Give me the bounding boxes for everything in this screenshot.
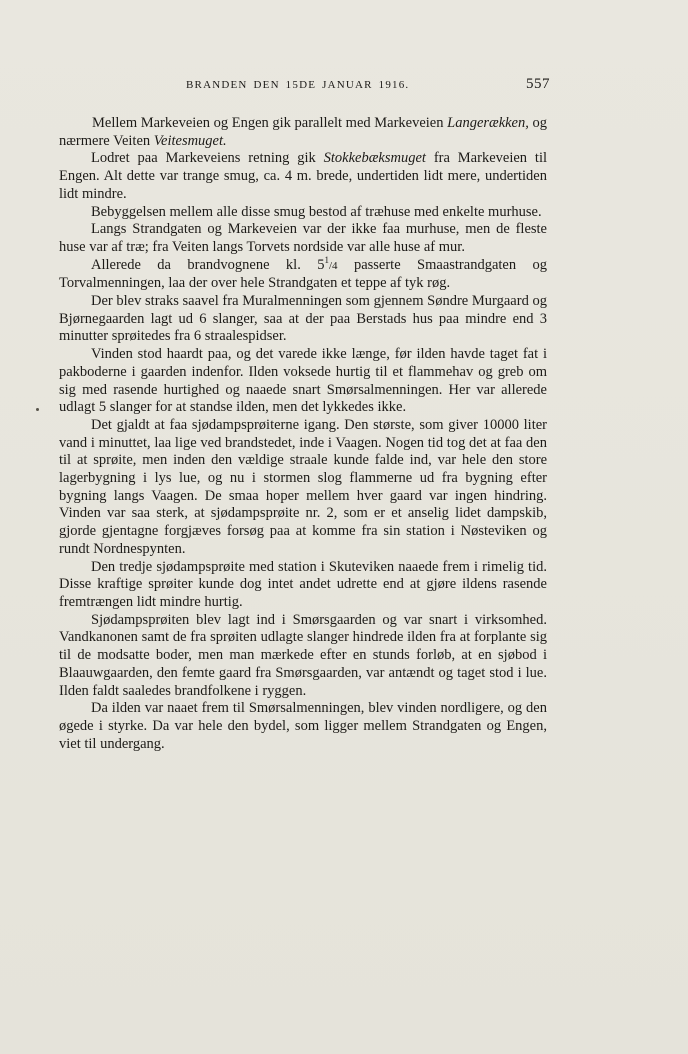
street-name-veitesmuget: Veitesmuget. <box>153 132 227 149</box>
paragraph-4: Langs Strandgaten og Markeveien var der ikke faa murhuse, men de fleste huse var af træ; fra Veiten langs Torvets nordside var alle huse af mur. <box>59 221 547 255</box>
paragraph-2: Lodret paa Markeveiens retning gik Stokkebæksmuget fra Markeveien til Engen. Alt dette var trange smug, ca. 4 m. brede, undertiden lidt mere, undertiden lidt mindre. <box>59 150 547 202</box>
paragraph-3: Bebyggelsen mellem alle disse smug bestod af træhuse med enkelte murhuse. <box>91 203 542 220</box>
page-number: 557 <box>526 76 550 92</box>
paragraph-10: Sjødampsprøiten blev lagt ind i Smørsgaarden og var snart i virksomhed. Vandkanonen samt de fra sprøiten udlagte slanger hindrede ilden fra at forplante sig til de modsatte boder, men man mærkede efter en stunds forløb, at en sjøbod i Blaauwgaarden, den femte gaard fra Smørsgaarden, var antændt og taget stod i lue. Ilden faldt saaledes brandfolkene i ryggen. <box>59 611 547 699</box>
paragraph-11: Da ilden var naaet frem til Smørsalmenningen, blev vinden nordligere, og den øgede i styrke. Da var hele den bydel, som ligger mellem Strandgaten og Engen, viet til undergang. <box>59 700 547 752</box>
paragraph-8: Det gjaldt at faa sjødampsprøiterne igang. Den største, som giver 10000 liter vand i minuttet, laa lige ved brandstedet, inde i Vaagen. Nogen tid tog det at faa den til at sprøite, men inden den vældige straale kunde falde ind, var hele den store lagerbygning i lys lue, og nu i stormen slog flammerne ud fra bygning efter bygning langs Vaagen. De smaa hoper mellem hver gaard var ingen hindring. Vinden var saa sterk, at sjødampsprøite nr. 2, som er et anselig lidet dampskib, gjorde gjentagne forgjæves forsøg paa at komme fra sin station i Nøsteviken og rundt Nordnespynten. <box>59 416 547 557</box>
paragraph-5: Allerede da brandvognene kl. $5^1/4$ passerte Smaastrandgaten og Torvalmenningen, laa der over hele Strandgaten et teppe af tyk røg. <box>59 254 547 292</box>
page-header <box>60 76 550 99</box>
paragraph-9: Den tredje sjødampsprøite med station i Skuteviken naaede frem i rimelig tid. Disse kraftige sprøiter kunde dog intet andet udrette end at gjøre ildens rasende fremtrængen lidt mindre hurtig. <box>59 558 547 610</box>
paper-speck <box>36 408 39 411</box>
street-name-langeraekken: Langerækken, <box>447 115 529 131</box>
fraction-denominator: /4 <box>328 259 338 272</box>
body-text <box>59 115 547 753</box>
paragraph-6: Der blev straks saavel fra Muralmenningen som gjennem Søndre Murgaard og Bjørnegaarden lagt ud 6 slanger, saa at der paa Berstads hus paa mindre end 3 minutter sprøitedes fra 6 straalespidser. <box>59 293 547 345</box>
paragraph-1: Mellem Markeveien og Engen gik parallelt med Markeveien Langerækken, og nærmere Veiten Veitesmuget. <box>59 115 547 149</box>
paragraph-7: Vinden stod haardt paa, og det varede ikke længe, før ilden havde taget fat i pakboderne i gaarden indenfor. Ilden voksede hurtig til et flammehav og greb om sig med rasende hurtighed og naaede snart Smørsalmenningen. Her var allerede udlagt 5 slanger for at standse ilden, men det lykkedes ikke. <box>59 346 547 416</box>
fraction-numerator: 1 <box>324 254 329 265</box>
street-name-stokkebaeksmuget: Stokkebæksmuget <box>323 150 426 167</box>
running-title: BRANDEN DEN 15DE JANUAR 1916. <box>186 79 410 91</box>
